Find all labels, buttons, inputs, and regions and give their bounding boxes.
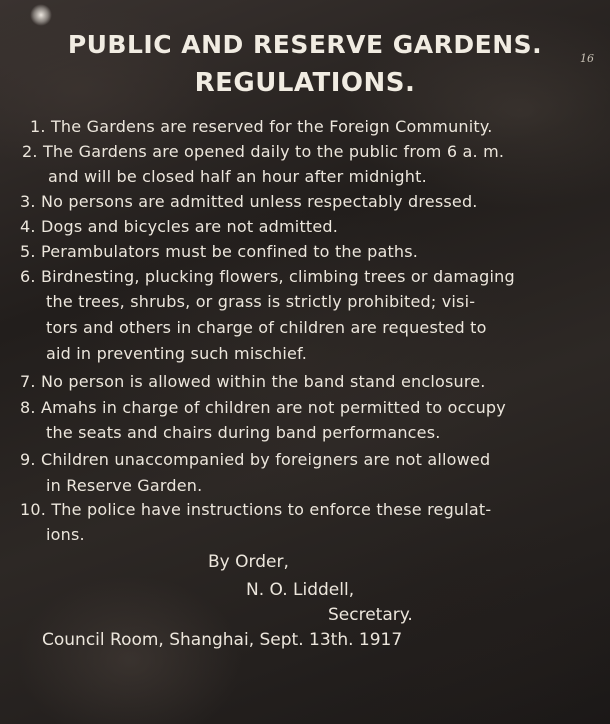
regulation-line: the seats and chairs during band performances. (46, 423, 441, 442)
regulation-line: in Reserve Garden. (46, 476, 203, 495)
by-order-text: By Order, (208, 552, 289, 572)
page-mark: 16 (580, 52, 594, 65)
regulation-line: 4. Dogs and bicycles are not admitted. (20, 217, 339, 236)
regulation-line: 2. The Gardens are opened daily to the public from 6 a. m. (22, 142, 505, 161)
regulation-line: 5. Perambulators must be confined to the paths. (20, 242, 419, 261)
place-and-date: Council Room, Shanghai, Sept. 13th. 1917 (42, 630, 403, 650)
signatory-role: Secretary. (328, 605, 413, 625)
regulation-line: 7. No person is allowed within the band stand enclosure. (20, 372, 486, 391)
regulation-line: 10. The police have instructions to enforce these regulat- (20, 500, 492, 519)
sign-title: PUBLIC AND RESERVE GARDENS. (67, 30, 543, 59)
sign-subtitle: REGULATIONS. (194, 68, 416, 98)
regulation-line: and will be closed half an hour after midnight. (48, 167, 427, 186)
regulation-line: ions. (46, 525, 85, 544)
regulation-line: 8. Amahs in charge of children are not permitted to occupy (20, 398, 506, 417)
regulation-line: 9. Children unaccompanied by foreigners are not allowed (20, 450, 491, 469)
regulation-line: 1. The Gardens are reserved for the Foreign Community. (30, 117, 493, 136)
regulation-line: 3. No persons are admitted unless respectably dressed. (20, 192, 478, 211)
regulation-line: the trees, shrubs, or grass is strictly prohibited; visi- (46, 292, 476, 311)
regulation-line: tors and others in charge of children are requested to (46, 318, 487, 337)
white-speck (26, 0, 55, 29)
regulation-line: aid in preventing such mischief. (46, 344, 307, 363)
signatory-name: N. O. Liddell, (246, 580, 355, 600)
regulation-line: 6. Birdnesting, plucking flowers, climbing trees or damaging (20, 267, 515, 286)
